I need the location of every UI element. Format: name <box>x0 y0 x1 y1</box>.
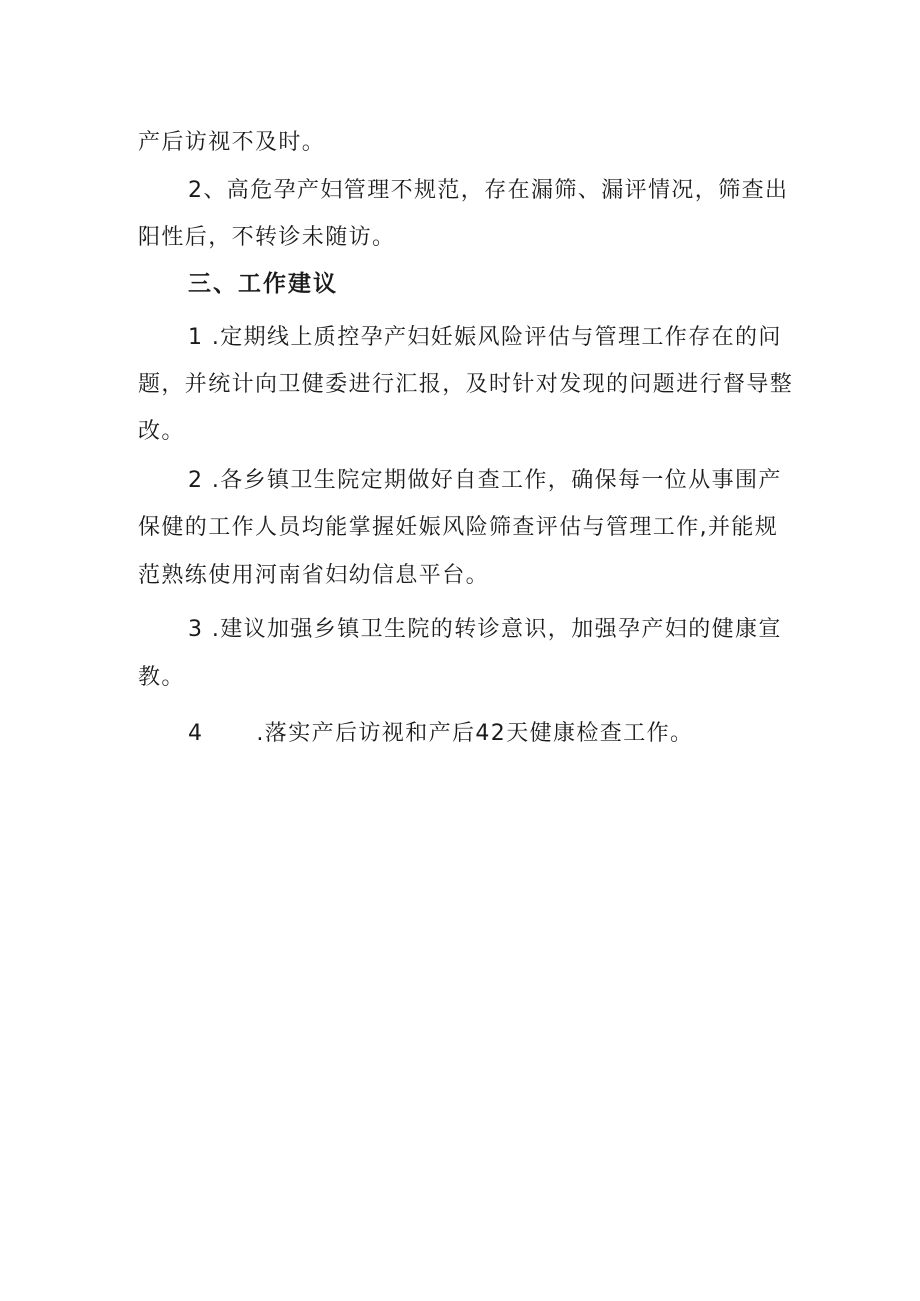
item-number: 1 <box>188 325 204 350</box>
section-heading: 三、工作建议 <box>188 271 338 297</box>
item-number: 4 <box>188 721 204 746</box>
list-item-line <box>188 322 838 354</box>
list-item-line: 题，并统计向卫健委进行汇报，及时针对发现的问题进行督导整 <box>138 372 794 397</box>
item-text: .落实产后访视和产后42天健康检查工作。 <box>256 721 694 746</box>
list-item-line <box>188 465 838 497</box>
item-text: .建议加强乡镇卫生院的转诊意识，加强孕产妇的健康宣 <box>211 617 782 642</box>
list-item-line: 教。 <box>138 665 185 690</box>
list-item-line: 范熟练使用河南省妇幼信息平台。 <box>138 563 490 588</box>
list-item-line: 保健的工作人员均能掌握妊娠风险筛查评估与管理工作,并能规 <box>138 515 779 540</box>
list-item-line <box>188 614 838 646</box>
item-number: 3 <box>188 617 204 642</box>
item-number: 2 <box>188 468 204 493</box>
item-text: .各乡镇卫生院定期做好自查工作，确保每一位从事围产 <box>211 468 782 493</box>
paragraph-line: 2、高危孕产妇管理不规范，存在漏筛、漏评情况，筛查出 <box>188 178 789 203</box>
paragraph-line: 产后访视不及时。 <box>138 130 326 155</box>
list-item-line: 改。 <box>138 419 185 444</box>
item-text: .定期线上质控孕产妇妊娠风险评估与管理工作存在的问 <box>211 325 782 350</box>
paragraph-line: 阳性后，不转诊未随访。 <box>138 225 396 250</box>
list-item-line <box>188 718 838 750</box>
